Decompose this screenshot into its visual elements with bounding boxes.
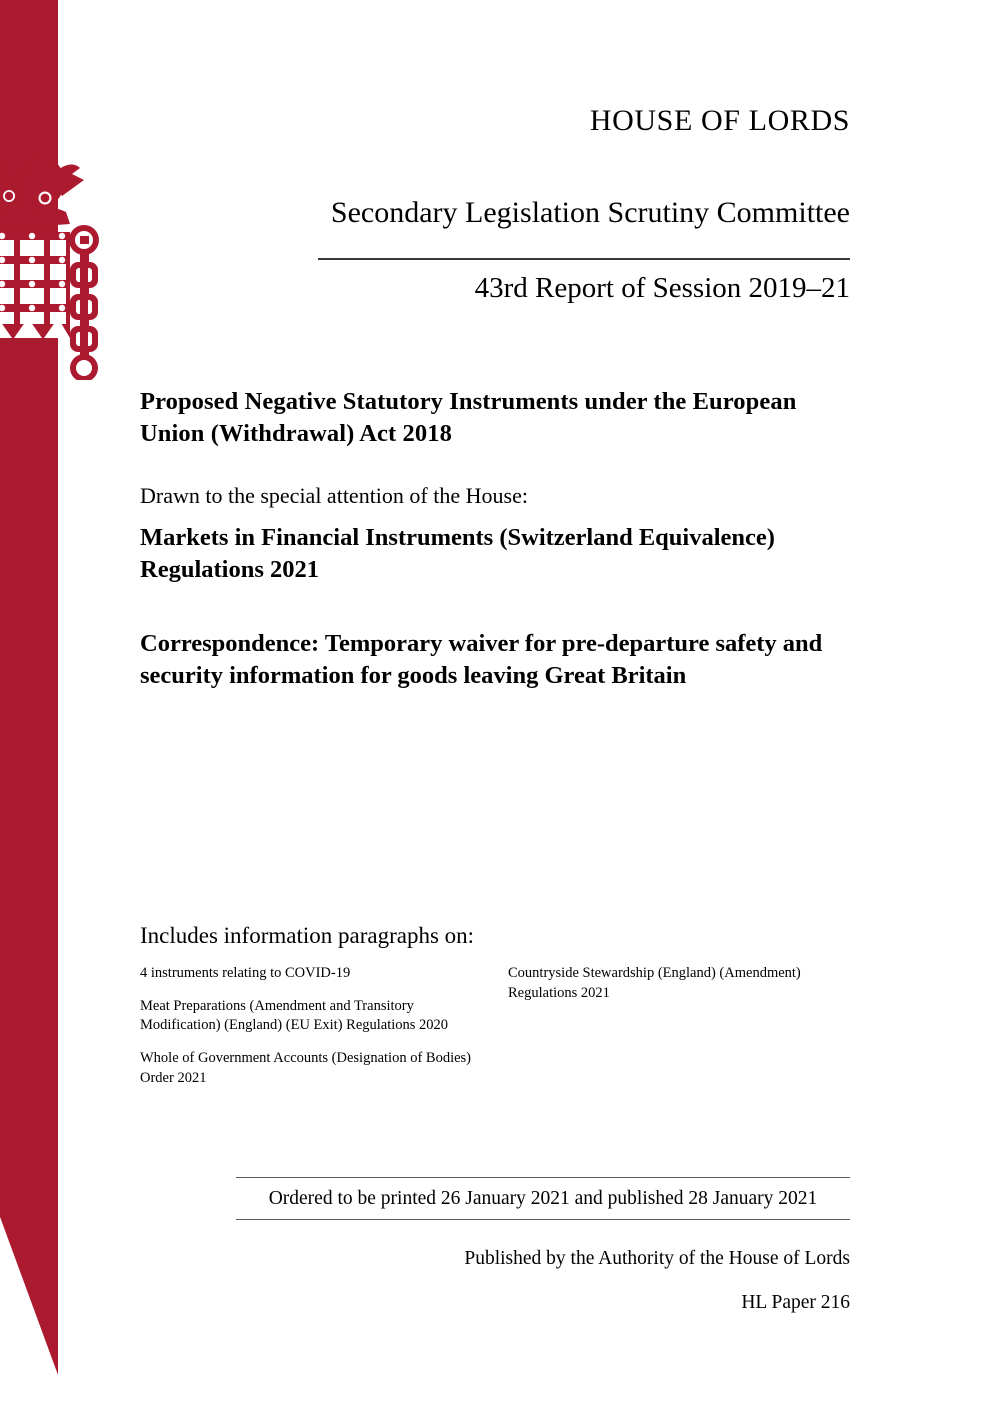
correspondence-item: Correspondence: Temporary waiver for pre-departure safety and security information for goods leaving Great Britain [140,630,823,690]
committee-name: Secondary Legislation Scrutiny Committee [330,196,850,229]
information-column-right [508,964,876,1089]
statutory-instruments-heading: Proposed Negative Statutory Instruments under the European Union (Withdrawal) Act 2018 [140,388,797,448]
includes-information-label: Includes information paragraphs on: [140,923,475,948]
header-divider [318,258,850,260]
drawn-to-attention-label: Drawn to the special attention of the House: [140,483,528,508]
information-item: Whole of Government Accounts (Designation of Bodies) Order 2021 [140,1050,472,1086]
footer-divider-bottom [236,1219,850,1220]
information-item: Meat Preparations (Amendment and Transitory Modification) (England) (EU Exit) Regulations 2020 [140,997,449,1034]
information-item: 4 instruments relating to COVID-19 [140,965,351,981]
information-column-left [140,964,508,1089]
drawn-to-attention-item: Markets in Financial Instruments (Switzerland Equivalence) Regulations 2021 [140,524,775,584]
footer-divider-top [236,1177,850,1178]
ordered-printed-line: Ordered to be printed 26 January 2021 and published 28 January 2021 [268,1188,818,1209]
information-paragraphs-columns [140,964,880,1089]
house-title: HOUSE OF LORDS [589,104,850,137]
published-by-line: Published by the Authority of the House of Lords [464,1248,850,1269]
paper-number: HL Paper 216 [741,1292,850,1313]
report-session-line: 43rd Report of Session 2019–21 [474,272,850,304]
information-item: Countryside Stewardship (England) (Amendment) Regulations 2021 [508,965,801,1001]
